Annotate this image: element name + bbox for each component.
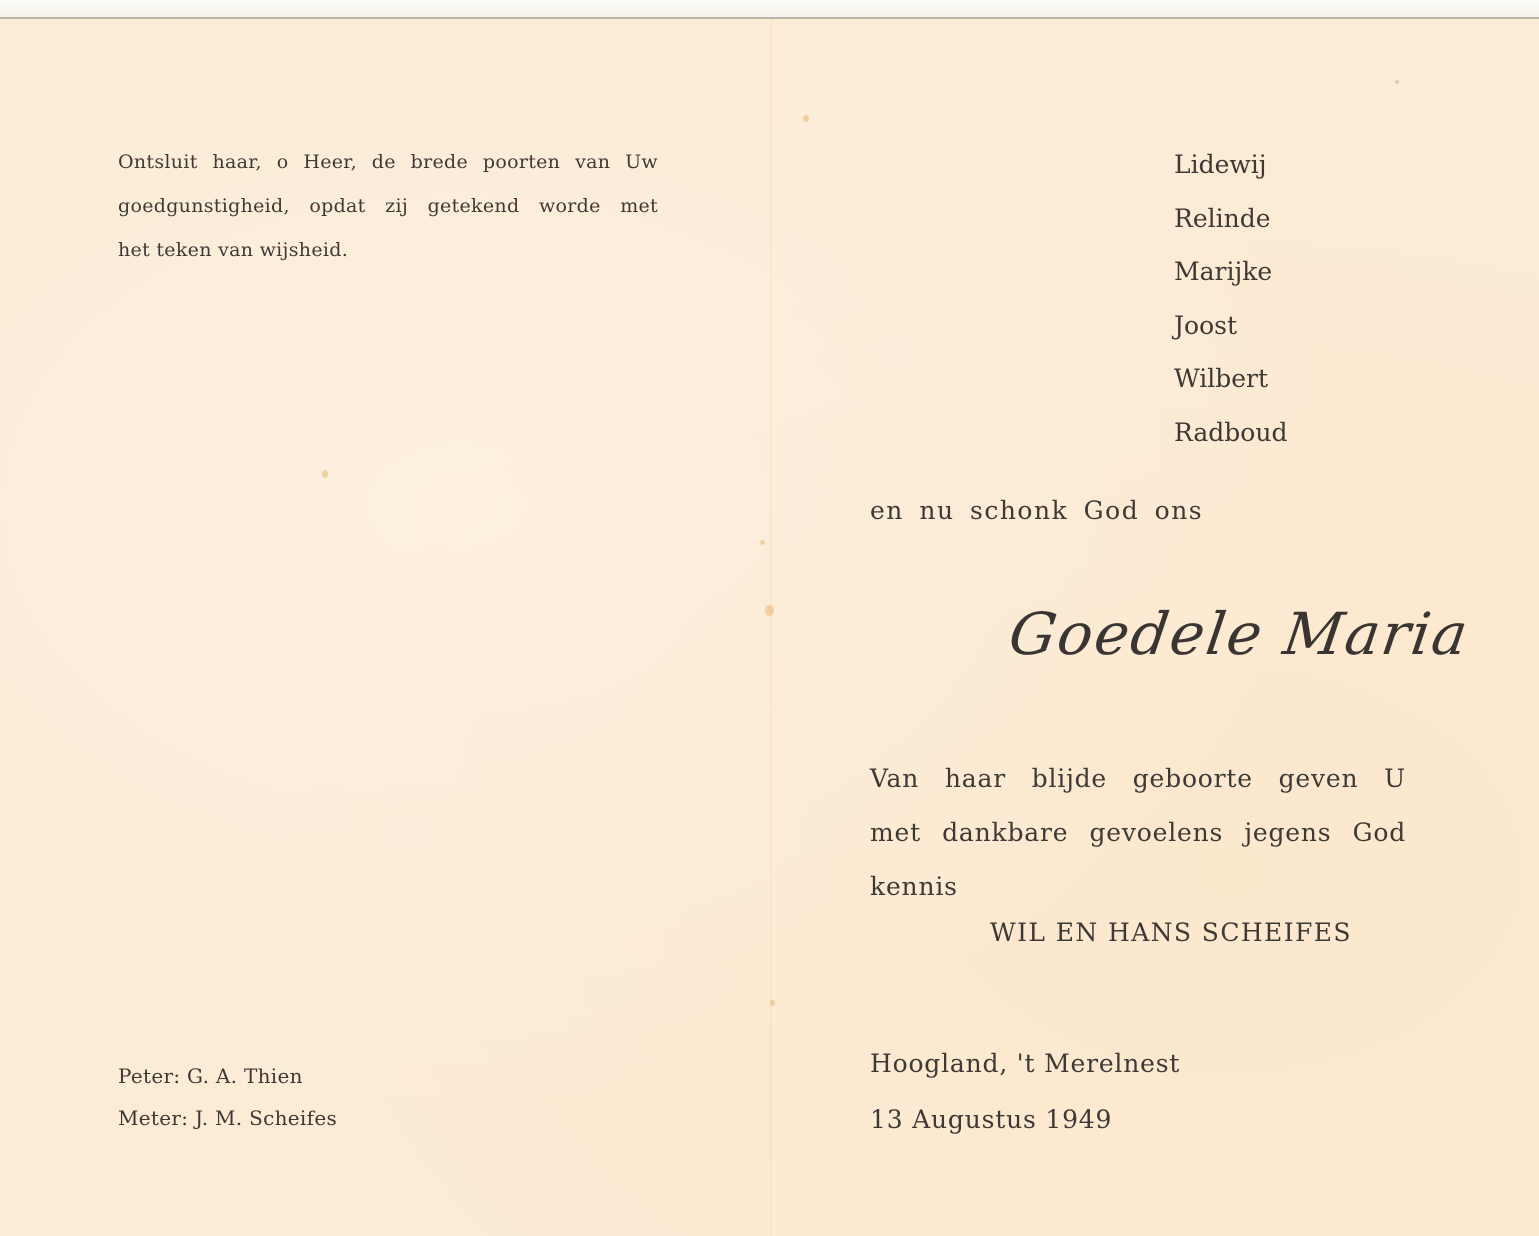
announcement-line: met dankbare gevoelens jegens God	[870, 818, 1406, 847]
announcement-text	[870, 752, 1406, 914]
intro-line: en nu schonk God ons	[870, 496, 1204, 525]
sibling-name: Lidewij	[1174, 150, 1267, 179]
announcement-line: kennis	[870, 872, 958, 901]
foxing-speck	[760, 540, 765, 545]
date-line: 13 Augustus 1949	[870, 1105, 1113, 1134]
verse-line: het teken van wijsheid.	[118, 239, 349, 261]
place-line: Hoogland, 't Merelnest	[870, 1049, 1181, 1078]
foxing-speck	[770, 1000, 775, 1006]
sibling-name: Joost	[1174, 310, 1238, 340]
sibling-name: Wilbert	[1174, 364, 1269, 393]
godmother-line: Meter: J. M. Scheifes	[118, 1106, 338, 1130]
scanner-edge	[0, 0, 1539, 19]
verse-line: Ontsluit haar, o Heer, de brede poorten van Uw	[118, 151, 658, 173]
center-fold	[770, 19, 772, 1236]
godparents-block	[118, 1055, 337, 1139]
announcement-line: Van haar blijde geboorte geven U	[870, 764, 1406, 793]
blessing-verse	[118, 140, 658, 272]
sibling-name: Marijke	[1174, 257, 1273, 286]
sibling-name: Relinde	[1174, 203, 1271, 233]
foxing-speck	[1395, 80, 1399, 84]
parents-names: WIL EN HANS SCHEIFES	[990, 918, 1352, 947]
foxing-speck	[765, 605, 774, 616]
sibling-name: Radboud	[1174, 417, 1288, 447]
baby-name: Goedele Maria	[1005, 600, 1474, 668]
godfather-line: Peter: G. A. Thien	[118, 1064, 303, 1088]
siblings-list	[1174, 138, 1287, 459]
foxing-speck	[322, 470, 328, 478]
foxing-speck	[803, 115, 809, 122]
verse-line: goedgunstigheid, opdat zij getekend worde met	[118, 195, 658, 217]
place-and-date	[870, 1036, 1180, 1148]
